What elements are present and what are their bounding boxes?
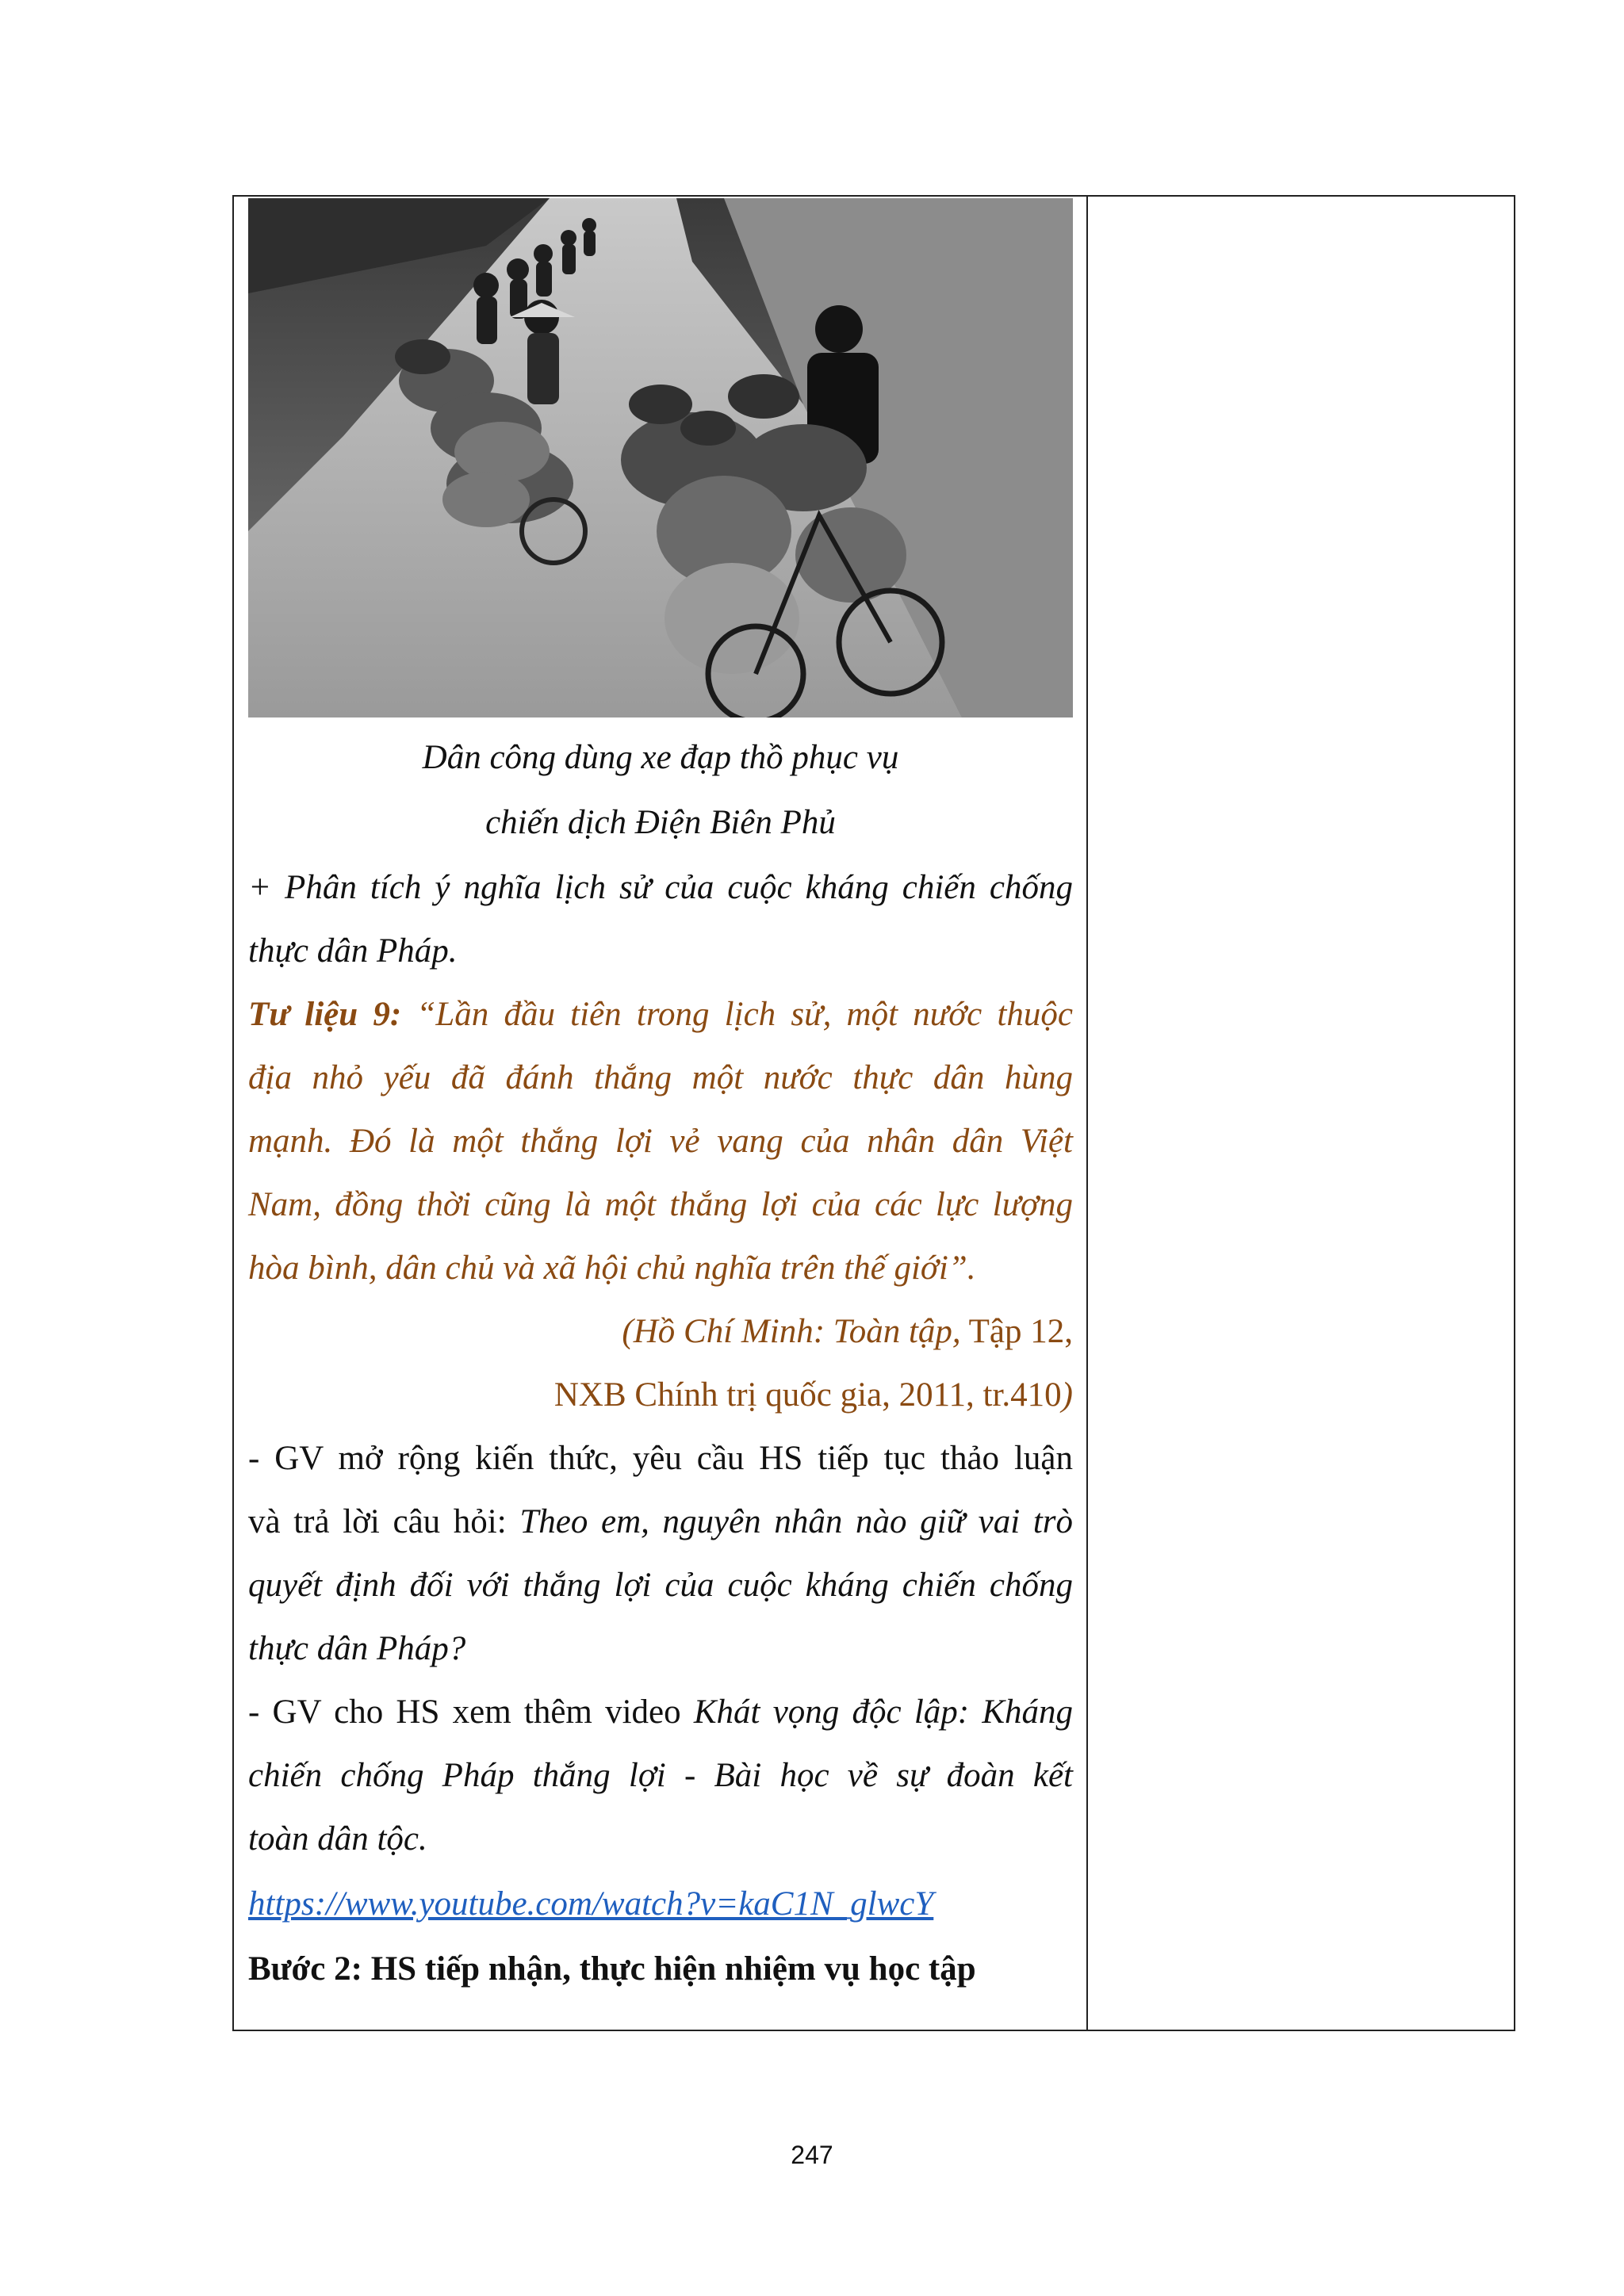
source-9-line-5: hòa bình, dân chủ và xã hội chủ nghĩa trên thế giới”. (248, 1249, 976, 1287)
task-question-3: thực dân Pháp? (248, 1630, 466, 1667)
video-title-3: toàn dân tộc. (248, 1820, 427, 1858)
citation-publisher: NXB Chính trị quốc gia, 2011, tr.410 (553, 1376, 1062, 1414)
source-9-text-1: “Lần đầu tiên trong lịch sử, một nước thuộc (401, 996, 1073, 1033)
page-number: 247 (791, 2141, 833, 2169)
citation-line-1 (248, 1300, 1073, 1364)
citation-volume: Tập 12, (960, 1313, 1073, 1350)
video-title-1: Khát vọng độc lập: Kháng (693, 1693, 1073, 1731)
video-title-2: chiến chống Pháp thắng lợi - Bài học về sự đoàn kết (248, 1757, 1073, 1794)
photo-caption-line-2: chiến dịch Điện Biên Phủ (485, 804, 836, 841)
source-9-label: Tư liệu 9: (248, 996, 402, 1033)
video-link-line (248, 1873, 1073, 1936)
task-line-2 (248, 1490, 1073, 1554)
source-9-line-1 (248, 983, 1073, 1047)
video-intro: - GV cho HS xem thêm video (248, 1693, 694, 1731)
source-9-line-2: địa nhỏ yếu đã đánh thắng một nước thực dân hùng (248, 1059, 1073, 1096)
step-2-heading: Bước 2: HS tiếp nhận, thực hiện nhiệm vụ học tập (248, 1950, 976, 1988)
citation-close: ) (1061, 1376, 1073, 1414)
photo-caption-line-1: Dân công dùng xe đạp thồ phục vụ (422, 739, 899, 776)
historical-photo (248, 198, 1073, 718)
citation-line-2 (248, 1364, 1073, 1427)
left-cell (248, 197, 1073, 2030)
analysis-line-1: + Phân tích ý nghĩa lịch sử của cuộc kháng chiến chống (248, 869, 1073, 906)
task-line-1: - GV mở rộng kiến thức, yêu cầu HS tiếp tục thảo luận (248, 1440, 1073, 1477)
video-line-1 (248, 1681, 1073, 1744)
task-question-1: Theo em, nguyên nhân nào giữ vai trò (519, 1503, 1073, 1540)
video-link[interactable]: https://www.youtube.com/watch?v=kaC1N_glwcY (248, 1885, 934, 1923)
task-line-2-text: và trả lời câu hỏi: (248, 1503, 520, 1540)
source-9-line-3: mạnh. Đó là một thắng lợi vẻ vang của nhân dân Việt (248, 1123, 1073, 1160)
right-cell (1088, 197, 1514, 2030)
analysis-line-2: thực dân Pháp. (248, 932, 458, 970)
content-table (232, 195, 1515, 2031)
source-9-line-4: Nam, đồng thời cũng là một thắng lợi của các lực lượng (248, 1186, 1073, 1223)
bicycle-porters-photo (248, 198, 1073, 718)
citation-author: (Hồ Chí Minh: Toàn tập, (622, 1313, 961, 1350)
task-question-2: quyết định đối với thắng lợi của cuộc kháng chiến chống (248, 1567, 1073, 1604)
